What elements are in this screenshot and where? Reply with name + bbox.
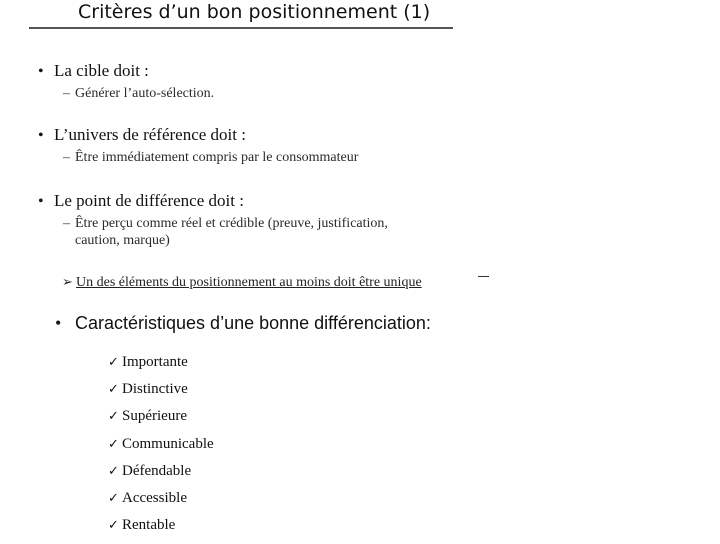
checkmark-icon: ✓ xyxy=(108,463,119,479)
sub-item-difference xyxy=(63,214,388,233)
sub-item-continuation: caution, marque) xyxy=(75,233,170,248)
list-item xyxy=(108,381,214,408)
checkmark-icon: ✓ xyxy=(108,409,119,425)
bullet-cible xyxy=(38,61,149,81)
list-item xyxy=(108,408,214,435)
sub-item-cible xyxy=(63,84,214,103)
list-item-label: Défendable xyxy=(122,462,192,479)
dash-mark xyxy=(478,276,489,277)
differentiation-checklist xyxy=(108,354,214,544)
bullet-heading: La cible doit : xyxy=(54,61,149,80)
list-item-label: Rentable xyxy=(122,517,176,534)
bullet-dot-icon: • xyxy=(55,313,62,333)
bullet-heading: Le point de différence doit : xyxy=(54,191,244,210)
arrowhead-icon: ➢ xyxy=(62,274,73,289)
dash-icon: – xyxy=(63,216,70,231)
bullet-heading: L’univers de référence doit : xyxy=(54,125,246,144)
list-item xyxy=(108,436,214,463)
list-item xyxy=(108,354,214,381)
list-item-label: Supérieure xyxy=(122,408,187,425)
checkmark-icon: ✓ xyxy=(108,490,119,506)
checkmark-icon: ✓ xyxy=(108,355,119,370)
sub-item-text: Être immédiatement compris par le consommateur xyxy=(75,150,359,165)
arrow-note-text: Un des éléments du positionnement au moins doit être unique xyxy=(76,275,422,290)
sub-item-univers xyxy=(63,148,358,167)
bullet-univers xyxy=(38,125,246,145)
checkmark-icon: ✓ xyxy=(108,382,119,398)
bullet-dot-icon: • xyxy=(38,63,44,80)
bullet-differenciation xyxy=(55,313,431,334)
list-item-label: Importante xyxy=(122,354,188,370)
bullet-heading: Caractéristiques d’une bonne différenciation: xyxy=(75,313,431,333)
arrow-note xyxy=(62,274,422,291)
checkmark-icon: ✓ xyxy=(108,518,119,534)
slide-title: Critères d’un bon positionnement (1) xyxy=(78,1,431,23)
list-item xyxy=(108,463,214,490)
list-item-label: Communicable xyxy=(122,435,214,452)
list-item-label: Accessible xyxy=(122,489,187,506)
sub-item-text: Être perçu comme réel et crédible (preuve, justification, xyxy=(75,216,388,231)
dash-icon: – xyxy=(63,150,70,165)
list-item-label: Distinctive xyxy=(122,381,188,398)
bullet-point-difference xyxy=(38,191,244,211)
bullet-dot-icon: • xyxy=(38,193,44,210)
bullet-dot-icon: • xyxy=(38,127,44,144)
sub-item-text: Générer l’auto-sélection. xyxy=(75,86,215,101)
list-item xyxy=(108,490,214,517)
checkmark-icon: ✓ xyxy=(108,436,119,452)
dash-icon: – xyxy=(63,86,70,101)
title-underline xyxy=(29,27,453,29)
